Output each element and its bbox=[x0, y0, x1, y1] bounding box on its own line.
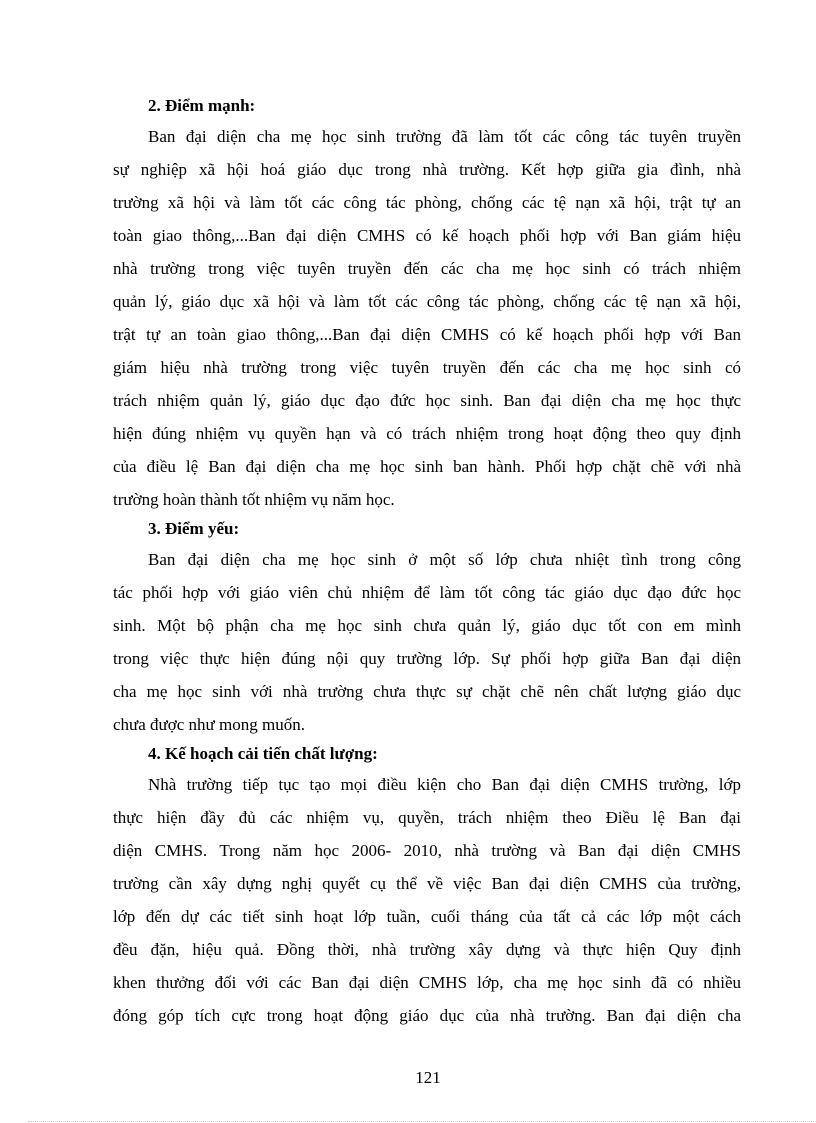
paragraph-line: Nhà trường tiếp tục tạo mọi điều kiện cho Ban đại diện CMHS trường, lớp bbox=[148, 775, 741, 794]
paragraph-line: thực hiện đầy đủ các nhiệm vụ, quyền, trách nhiệm theo Điều lệ Ban đại bbox=[113, 808, 741, 827]
paragraph-line: của điều lệ Ban đại diện cha mẹ học sinh ban hành. Phối hợp chặt chẽ với nhà bbox=[113, 457, 741, 476]
paragraph-line: lớp đến dự các tiết sinh hoạt lớp tuần, cuối tháng của tất cả các lớp một cách bbox=[113, 907, 741, 926]
paragraph-line: sự nghiệp xã hội hoá giáo dục trong nhà trường. Kết hợp giữa gia đình, nhà bbox=[113, 160, 741, 179]
paragraph-line: toàn giao thông,...Ban đại diện CMHS có kế hoạch phối hợp với Ban giám hiệu bbox=[113, 226, 741, 245]
paragraph-line: diện CMHS. Trong năm học 2006- 2010, nhà trường và Ban đại diện CMHS bbox=[113, 841, 741, 860]
paragraph-line: Ban đại diện cha mẹ học sinh ở một số lớp chưa nhiệt tình trong công bbox=[148, 550, 741, 569]
paragraph-line: khen thưởng đối với các Ban đại diện CMHS lớp, cha mẹ học sinh đã có nhiều bbox=[113, 973, 741, 992]
section-heading-improvement-plan: 4. Kế hoạch cải tiến chất lượng: bbox=[148, 744, 378, 763]
page-number: 121 bbox=[415, 1068, 441, 1087]
paragraph-line: trật tự an toàn giao thông,...Ban đại diện CMHS có kế hoạch phối hợp với Ban bbox=[113, 325, 741, 344]
paragraph-line: Ban đại diện cha mẹ học sinh trường đã làm tốt các công tác tuyên truyền bbox=[148, 127, 741, 146]
section-heading-weaknesses: 3. Điểm yếu: bbox=[148, 519, 240, 538]
paragraph-line: quản lý, giáo dục xã hội và làm tốt các công tác phòng, chống các tệ nạn xã hội, bbox=[113, 292, 741, 311]
paragraph-line: đều đặn, hiệu quả. Đồng thời, nhà trường xây dựng và thực hiện Quy định bbox=[113, 940, 741, 959]
paragraph-line: tác phối hợp với giáo viên chủ nhiệm để làm tốt công tác giáo dục đạo đức học bbox=[113, 583, 741, 602]
section-heading-strengths: 2. Điểm mạnh: bbox=[148, 96, 256, 115]
paragraph-line: trường xã hội và làm tốt các công tác phòng, chống các tệ nạn xã hội, trật tự an bbox=[113, 193, 741, 212]
paragraph-line: nhà trường trong việc tuyên truyền đến các cha mẹ học sinh có trách nhiệm bbox=[113, 259, 741, 278]
paragraph-line: sinh. Một bộ phận cha mẹ học sinh chưa quản lý, giáo dục tốt con em mình bbox=[113, 616, 741, 635]
paragraph-line: hiện đúng nhiệm vụ quyền hạn và có trách nhiệm trong hoạt động theo quy định bbox=[113, 424, 741, 443]
paragraph-line: giám hiệu nhà trường trong việc tuyên truyền đến các cha mẹ học sinh có bbox=[113, 358, 741, 377]
paragraph-line: trong việc thực hiện đúng nội quy trường lớp. Sự phối hợp giữa Ban đại diện bbox=[113, 649, 741, 668]
paragraph-line: trách nhiệm quản lý, giáo dục đạo đức học sinh. Ban đại diện cha mẹ học thực bbox=[113, 391, 741, 410]
paragraph-line: cha mẹ học sinh với nhà trường chưa thực sự chặt chẽ nên chất lượng giáo dục bbox=[113, 682, 741, 701]
paragraph-line: trường hoàn thành tốt nhiệm vụ năm học. bbox=[113, 490, 395, 509]
paragraph-line: trường cần xây dựng nghị quyết cụ thể về việc Ban đại diện CMHS của trường, bbox=[113, 874, 741, 893]
paragraph-line: đóng góp tích cực trong hoạt động giáo dục của nhà trường. Ban đại diện cha bbox=[113, 1006, 741, 1025]
footer-divider bbox=[28, 1121, 816, 1122]
paragraph-line: chưa được như mong muốn. bbox=[113, 715, 305, 734]
